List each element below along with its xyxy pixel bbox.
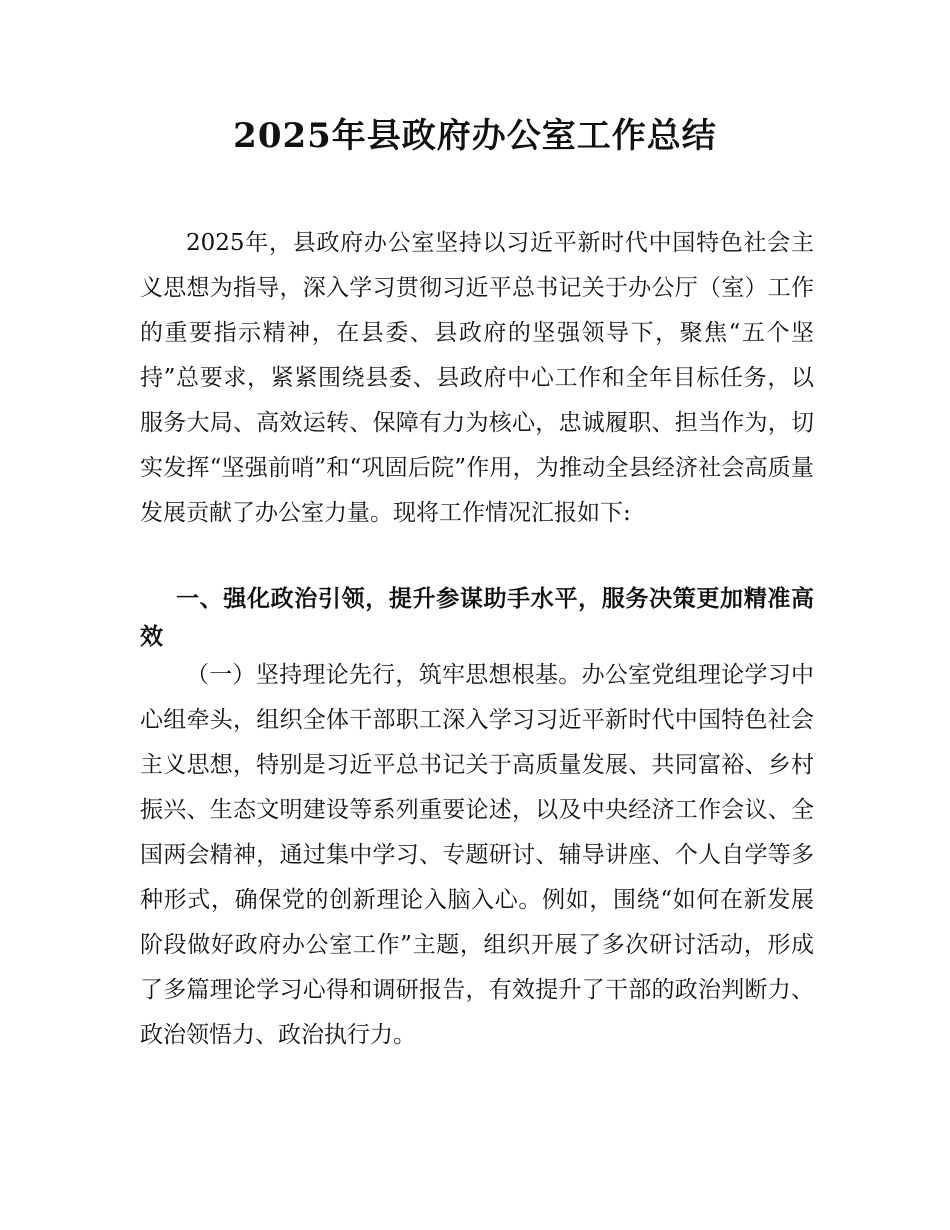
intro-paragraph: 2025年，县政府办公室坚持以习近平新时代中国特色社会主义思想为指导，深入学习贯彻习近平总书记关于办公厅（室）工作的重要指示精神，在县委、县政府的坚强领导下，聚焦“五个坚持”总要求，紧紧围绕县委、县政府中心工作和全年目标任务，以服务大局、高效运转、保障有力为核心，忠诚履职、担当作为，切实发挥“坚强前哨”和“巩固后院”作用，为推动全县经济社会高质量发展贡献了办公室力量。现将工作情况汇报如下:: [140, 230, 814, 526]
section-one-paragraph: （一）坚持理论先行，筑牢思想根基。办公室党组理论学习中心组牵头，组织全体干部职工深入学习习近平新时代中国特色社会主义思想，特别是习近平总书记关于高质量发展、共同富裕、乡村振兴、生态文明建设等系列重要论述，以及中央经济工作会议、全国两会精神，通过集中学习、专题研讨、辅导讲座、个人自学等多种形式，确保党的创新理论入脑入心。例如，围绕“如何在新发展阶段做好政府办公室工作”主题，组织开展了多次研讨活动，形成了多篇理论学习心得和调研报告，有效提升了干部的政治判断力、政治领悟力、政治执行力。: [140, 662, 814, 1048]
section-one-heading: 一、强化政治引领，提升参谋助手水平，服务决策更加精准高效: [140, 586, 814, 650]
document-title: 2025年县政府办公室工作总结: [233, 116, 717, 156]
